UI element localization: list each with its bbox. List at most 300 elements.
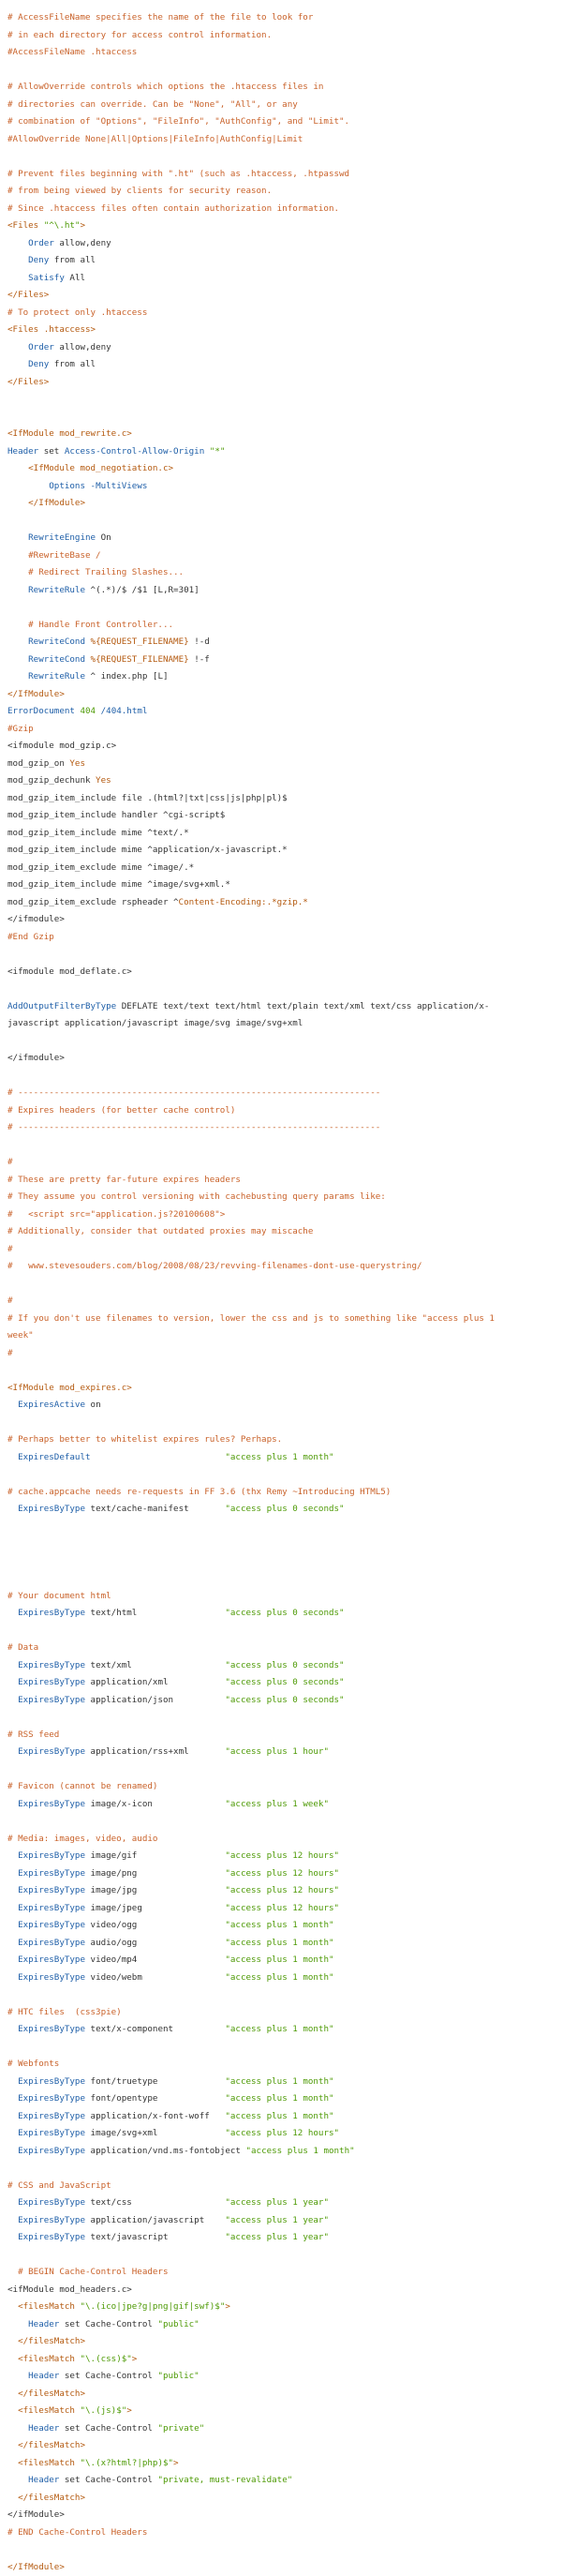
indent bbox=[7, 1695, 18, 1705]
comment-line bbox=[7, 1327, 562, 1345]
code-line bbox=[7, 651, 562, 669]
directive-token: RewriteRule bbox=[28, 671, 85, 681]
text-token: </ifmodule> bbox=[7, 1053, 65, 1063]
indent bbox=[7, 532, 28, 543]
code-line bbox=[7, 2282, 562, 2299]
tag-token: > bbox=[173, 2458, 179, 2468]
comment-text: # END Cache-Control Headers bbox=[7, 2527, 147, 2538]
indent bbox=[7, 1677, 18, 1687]
comment-text: # directories can override. Can be "None", "All", or any bbox=[7, 99, 298, 110]
indent bbox=[7, 567, 28, 577]
code-line bbox=[7, 2368, 562, 2386]
string-token: "*" bbox=[210, 446, 226, 457]
indent bbox=[7, 2389, 18, 2399]
comment-text: # Expires headers (for better cache control) bbox=[7, 1105, 235, 1116]
comment-text: #End Gzip bbox=[7, 932, 54, 942]
blank-line bbox=[7, 1068, 562, 1086]
blank-line bbox=[7, 2247, 562, 2265]
indent bbox=[7, 637, 28, 647]
string-token: "access plus 12 hours" bbox=[225, 1868, 339, 1879]
directive-token: ExpiresByType bbox=[18, 1920, 85, 1930]
text-token: On bbox=[96, 532, 111, 543]
text-token: !-f bbox=[189, 654, 210, 665]
directive-token: ExpiresByType bbox=[18, 2215, 85, 2225]
text-token: set bbox=[38, 446, 65, 457]
comment-line bbox=[7, 113, 562, 131]
indent bbox=[7, 2354, 18, 2364]
indent bbox=[7, 463, 28, 473]
text-token: application/vnd.ms-fontobject bbox=[85, 2146, 245, 2156]
comment-text: # HTC files (css3pie) bbox=[7, 2007, 122, 2017]
tag-token: </filesMatch> bbox=[18, 2389, 85, 2399]
string-token: 404 bbox=[80, 706, 96, 716]
comment-line bbox=[7, 1258, 562, 1276]
indent bbox=[7, 585, 28, 595]
blank-line bbox=[7, 148, 562, 166]
string-token: "access plus 1 month" bbox=[225, 2093, 333, 2104]
tag-token: </Files> bbox=[7, 290, 49, 300]
tag-token: <filesMatch bbox=[18, 2405, 80, 2416]
directive-token: -MultiViews bbox=[91, 481, 148, 491]
comment-text: # CSS and JavaScript bbox=[7, 2180, 111, 2191]
comment-line bbox=[7, 44, 562, 62]
text-token: mod_gzip_item_include file .(html?|txt|css|js|php|pl)$ bbox=[7, 793, 288, 803]
directive-token: ExpiresByType bbox=[18, 2128, 85, 2138]
text-token: image/svg+xml bbox=[85, 2128, 225, 2138]
indent bbox=[7, 1504, 18, 1514]
blank-line bbox=[7, 391, 562, 409]
directive-token: AddOutputFilterByType bbox=[7, 1001, 116, 1011]
indent bbox=[7, 2301, 18, 2312]
text-token: text/cache-manifest bbox=[85, 1504, 225, 1514]
directive-token: ExpiresActive bbox=[18, 1400, 85, 1410]
indent bbox=[7, 2076, 18, 2087]
text-token: video/webm bbox=[85, 1972, 225, 1983]
code-line bbox=[7, 270, 562, 288]
directive-token: RewriteEngine bbox=[28, 532, 96, 543]
directive-token: Header bbox=[28, 2423, 59, 2434]
code-line bbox=[7, 443, 562, 461]
indent bbox=[7, 2458, 18, 2468]
blank-line bbox=[7, 1623, 562, 1640]
string-token: "access plus 1 year" bbox=[225, 2232, 329, 2242]
comment-token: # BEGIN Cache-Control Headers bbox=[18, 2267, 168, 2277]
tag-token: </IfModule> bbox=[7, 2562, 65, 2572]
text-token: audio/ogg bbox=[85, 1938, 225, 1948]
code-line bbox=[7, 703, 562, 721]
code-line bbox=[7, 894, 562, 912]
tag-token: <filesMatch bbox=[18, 2458, 80, 2468]
code-line bbox=[7, 1796, 562, 1814]
text-token bbox=[91, 1452, 226, 1462]
blank-line bbox=[7, 1276, 562, 1294]
directive-token: RewriteCond bbox=[28, 654, 85, 665]
comment-line bbox=[7, 131, 562, 149]
code-line bbox=[7, 1692, 562, 1710]
code-line bbox=[7, 1744, 562, 1761]
code-line bbox=[7, 1657, 562, 1675]
tag-token: </IfModule> bbox=[7, 689, 65, 699]
text-token: text/javascript bbox=[85, 2232, 225, 2242]
directive-token: ExpiresByType bbox=[18, 1695, 85, 1705]
tag-token: <filesMatch bbox=[18, 2354, 80, 2364]
directive-token: Deny bbox=[28, 359, 49, 369]
code-line bbox=[7, 1882, 562, 1900]
directive-token: ExpiresByType bbox=[18, 1799, 85, 1809]
text-token: mod_gzip_dechunk bbox=[7, 775, 96, 786]
text-token: All bbox=[65, 273, 85, 283]
tag-token: > bbox=[126, 2405, 132, 2416]
directive-token: ExpiresByType bbox=[18, 1885, 85, 1895]
code-line bbox=[7, 1501, 562, 1519]
text-token: text/css bbox=[85, 2197, 225, 2208]
blank-line bbox=[7, 2039, 562, 2057]
indent bbox=[7, 1608, 18, 1618]
text-token: mod_gzip_item_exclude mime ^image/.* bbox=[7, 862, 194, 873]
code-line bbox=[7, 2143, 562, 2161]
indent bbox=[7, 481, 49, 491]
blank-line bbox=[7, 62, 562, 80]
comment-line bbox=[7, 97, 562, 114]
indent bbox=[7, 359, 28, 369]
comment-line bbox=[7, 1102, 562, 1120]
code-line bbox=[7, 1015, 562, 1033]
string-token: "access plus 1 year" bbox=[225, 2215, 329, 2225]
indent bbox=[7, 2493, 18, 2503]
comment-line bbox=[7, 721, 562, 739]
code-line bbox=[7, 911, 562, 929]
comment-line bbox=[7, 1119, 562, 1137]
text-token: mod_gzip_item_exclude rspheader ^ bbox=[7, 897, 179, 907]
blank-line bbox=[7, 1362, 562, 1380]
blank-line bbox=[7, 946, 562, 964]
indent bbox=[7, 1868, 18, 1879]
comment-text: # RSS feed bbox=[7, 1730, 59, 1740]
comment-line bbox=[7, 1778, 562, 1796]
code-line bbox=[7, 478, 562, 496]
comment-line bbox=[7, 1241, 562, 1259]
code-line bbox=[7, 1449, 562, 1467]
directive-token: ExpiresByType bbox=[18, 1504, 85, 1514]
text-token: image/jpeg bbox=[85, 1903, 225, 1913]
blank-line bbox=[7, 1761, 562, 1779]
comment-line bbox=[7, 201, 562, 218]
text-token: from all bbox=[49, 255, 96, 265]
code-line bbox=[7, 860, 562, 877]
comment-text: # www.stevesouders.com/blog/2008/08/23/revving-filenames-dont-use-querystring/ bbox=[7, 1261, 422, 1271]
comment-text: # Data bbox=[7, 1642, 38, 1653]
text-token: image/jpg bbox=[85, 1885, 225, 1895]
text-token: image/png bbox=[85, 1868, 225, 1879]
comment-line bbox=[7, 2004, 562, 2022]
text-token: video/mp4 bbox=[85, 1954, 225, 1965]
comment-token: #RewriteBase / bbox=[28, 550, 100, 561]
indent bbox=[7, 1746, 18, 1757]
code-line bbox=[7, 998, 562, 1016]
code-line bbox=[7, 1935, 562, 1953]
directive-token: ExpiresByType bbox=[18, 2197, 85, 2208]
text-token: application/rss+xml bbox=[85, 1746, 225, 1757]
directive-token: ExpiresDefault bbox=[18, 1452, 90, 1462]
text-token: mod_gzip_on bbox=[7, 758, 69, 769]
directive-token: Options bbox=[49, 481, 85, 491]
text-token: DEFLATE text/text text/html text/plain text/xml text/css application/x- bbox=[116, 1001, 489, 1011]
directive-token: /404.html bbox=[101, 706, 148, 716]
text-token: ^(.*)/$ /$1 [L,R=301] bbox=[85, 585, 200, 595]
text-token: <ifmodule mod_gzip.c> bbox=[7, 741, 116, 751]
text-token: set Cache-Control bbox=[59, 2475, 157, 2485]
string-token: "access plus 1 month" bbox=[225, 2024, 333, 2034]
tag-token: </IfModule> bbox=[28, 498, 85, 508]
code-line bbox=[7, 772, 562, 790]
code-line bbox=[7, 339, 562, 357]
string-token: "access plus 1 month" bbox=[225, 2111, 333, 2121]
directive-token: ExpiresByType bbox=[18, 1903, 85, 1913]
indent bbox=[7, 620, 28, 630]
comment-line bbox=[7, 2178, 562, 2195]
code-line bbox=[7, 825, 562, 843]
comment-line bbox=[7, 1085, 562, 1102]
string-token: "\.(css)$" bbox=[80, 2354, 131, 2364]
text-token: set Cache-Control bbox=[59, 2319, 157, 2329]
text-token: video/ogg bbox=[85, 1920, 225, 1930]
text-token: from all bbox=[49, 359, 96, 369]
text-token: mod_gzip_item_include mime ^image/svg+xml.* bbox=[7, 879, 230, 890]
indent bbox=[7, 2405, 18, 2416]
code-line bbox=[7, 790, 562, 808]
text-token: !-d bbox=[189, 637, 210, 647]
code-line bbox=[7, 2021, 562, 2039]
comment-line bbox=[7, 166, 562, 184]
indent bbox=[7, 1938, 18, 1948]
code-line bbox=[7, 582, 562, 600]
comment-line bbox=[7, 305, 562, 322]
code-line bbox=[7, 426, 562, 443]
directive-token: Header bbox=[7, 446, 38, 457]
text-token: application/json bbox=[85, 1695, 225, 1705]
comment-line bbox=[7, 1640, 562, 1657]
indent bbox=[7, 2267, 18, 2277]
string-token: "access plus 1 month" bbox=[225, 2076, 333, 2087]
directive-token: ExpiresByType bbox=[18, 2146, 85, 2156]
directive-token: ExpiresByType bbox=[18, 2111, 85, 2121]
indent bbox=[7, 2336, 18, 2346]
indent bbox=[7, 1972, 18, 1983]
text-token: <ifmodule mod_deflate.c> bbox=[7, 966, 132, 977]
comment-text: # Your document html bbox=[7, 1591, 111, 1601]
comment-line bbox=[7, 1189, 562, 1206]
indent bbox=[7, 2024, 18, 2034]
indent bbox=[7, 1452, 18, 1462]
string-token: "access plus 0 seconds" bbox=[225, 1695, 344, 1705]
string-token: "access plus 0 seconds" bbox=[225, 1504, 344, 1514]
directive-token: Satisfy bbox=[28, 273, 65, 283]
directive-token: ExpiresByType bbox=[18, 1660, 85, 1670]
comment-line bbox=[7, 1831, 562, 1849]
indent bbox=[7, 2475, 28, 2485]
directive-token: ExpiresByType bbox=[18, 1972, 85, 1983]
code-line bbox=[7, 756, 562, 773]
indent bbox=[7, 2146, 18, 2156]
string-token: "public" bbox=[157, 2319, 199, 2329]
comment-token: # Redirect Trailing Slashes... bbox=[28, 567, 184, 577]
blank-line bbox=[7, 2541, 562, 2559]
blank-line bbox=[7, 513, 562, 531]
code-line bbox=[7, 2090, 562, 2108]
comment-text: # bbox=[7, 1244, 13, 1254]
comment-line bbox=[7, 9, 562, 27]
comment-line bbox=[7, 1345, 562, 1363]
comment-text: # They assume you control versioning with cachebusting query params like: bbox=[7, 1191, 386, 1202]
tag-token: Yes bbox=[69, 758, 85, 769]
comment-text: # Prevent files beginning with ".ht" (such as .htaccess, .htpasswd bbox=[7, 169, 349, 179]
text-token: application/x-font-woff bbox=[85, 2111, 225, 2121]
comment-line bbox=[7, 1310, 562, 1328]
code-line bbox=[7, 1900, 562, 1918]
indent bbox=[7, 2371, 28, 2381]
directive-token: Order bbox=[28, 342, 54, 352]
code-line bbox=[7, 1674, 562, 1692]
blank-line bbox=[7, 1519, 562, 1536]
code-line bbox=[7, 2420, 562, 2438]
tag-token: <Files bbox=[7, 220, 44, 231]
blank-line bbox=[7, 981, 562, 998]
directive-token: ExpiresByType bbox=[18, 1938, 85, 1948]
comment-line bbox=[7, 1293, 562, 1310]
indent bbox=[7, 2128, 18, 2138]
directive-token: ExpiresByType bbox=[18, 1868, 85, 1879]
text-token: text/x-component bbox=[85, 2024, 225, 2034]
comment-text: # To protect only .htaccess bbox=[7, 307, 147, 318]
comment-line bbox=[7, 1223, 562, 1241]
code-line bbox=[7, 2212, 562, 2230]
string-token: "access plus 12 hours" bbox=[225, 1903, 339, 1913]
code-line bbox=[7, 1969, 562, 1987]
code-line bbox=[7, 2229, 562, 2247]
directive-token: RewriteCond bbox=[28, 637, 85, 647]
code-line bbox=[7, 668, 562, 686]
comment-text: # bbox=[7, 1157, 13, 1167]
indent bbox=[7, 550, 28, 561]
comment-text: # combination of "Options", "FileInfo", "AuthConfig", and "Limit". bbox=[7, 116, 349, 127]
tag-token: <IfModule mod_rewrite.c> bbox=[7, 428, 132, 439]
string-token: "access plus 1 year" bbox=[225, 2197, 329, 2208]
comment-text: # in each directory for access control information. bbox=[7, 30, 272, 40]
code-line bbox=[7, 1050, 562, 1068]
directive-token: ExpiresByType bbox=[18, 2076, 85, 2087]
indent bbox=[7, 2111, 18, 2121]
comment-line bbox=[7, 2524, 562, 2542]
blank-line bbox=[7, 1986, 562, 2004]
indent bbox=[7, 2215, 18, 2225]
comment-text: # Favicon (cannot be renamed) bbox=[7, 1781, 157, 1791]
directive-token: ExpiresByType bbox=[18, 2232, 85, 2242]
string-token: "access plus 0 seconds" bbox=[225, 1677, 344, 1687]
code-line bbox=[7, 547, 562, 565]
directive-token: ExpiresByType bbox=[18, 2093, 85, 2104]
string-token: "access plus 1 week" bbox=[225, 1799, 329, 1809]
code-line bbox=[7, 1848, 562, 1865]
indent bbox=[7, 498, 28, 508]
directive-token: ExpiresByType bbox=[18, 1677, 85, 1687]
comment-line bbox=[7, 1154, 562, 1172]
code-line bbox=[7, 1917, 562, 1935]
comment-text: # from being viewed by clients for security reason. bbox=[7, 186, 272, 196]
string-token: "access plus 1 hour" bbox=[225, 1746, 329, 1757]
string-token: "^\.ht" bbox=[44, 220, 81, 231]
code-line bbox=[7, 322, 562, 339]
comment-text: week" bbox=[7, 1330, 34, 1340]
code-line bbox=[7, 374, 562, 392]
blank-line bbox=[7, 1813, 562, 1831]
comment-text: # AccessFileName specifies the name of the file to look for bbox=[7, 12, 313, 22]
comment-text: # Perhaps better to whitelist expires rules? Perhaps. bbox=[7, 1434, 282, 1445]
text-token: image/x-icon bbox=[85, 1799, 225, 1809]
text-token: application/javascript bbox=[85, 2215, 225, 2225]
code-line bbox=[7, 2472, 562, 2490]
text-token: font/truetype bbox=[85, 2076, 225, 2087]
text-token: ^ index.php [L] bbox=[85, 671, 169, 681]
text-token: <ifModule mod_headers.c> bbox=[7, 2284, 132, 2295]
string-token: "access plus 1 month" bbox=[225, 1452, 333, 1462]
code-line bbox=[7, 252, 562, 270]
code-line bbox=[7, 2403, 562, 2420]
code-line bbox=[7, 460, 562, 478]
directive-token: ExpiresByType bbox=[18, 2024, 85, 2034]
tag-token: </filesMatch> bbox=[18, 2336, 85, 2346]
code-line bbox=[7, 2386, 562, 2404]
blank-line bbox=[7, 1415, 562, 1432]
indent bbox=[7, 1954, 18, 1965]
string-token: "private" bbox=[157, 2423, 204, 2434]
indent bbox=[7, 1799, 18, 1809]
text-token: allow,deny bbox=[54, 342, 111, 352]
code-line bbox=[7, 2507, 562, 2524]
code-line bbox=[7, 356, 562, 374]
code-line bbox=[7, 2194, 562, 2212]
code-line bbox=[7, 2264, 562, 2282]
indent bbox=[7, 255, 28, 265]
code-line bbox=[7, 2074, 562, 2091]
text-token: set Cache-Control bbox=[59, 2423, 157, 2434]
comment-line bbox=[7, 1206, 562, 1224]
code-line bbox=[7, 217, 562, 235]
code-line bbox=[7, 2333, 562, 2351]
code-line bbox=[7, 807, 562, 825]
text-token: </ifmodule> bbox=[7, 914, 65, 924]
comment-text: # Media: images, video, audio bbox=[7, 1834, 157, 1844]
string-token: "access plus 1 month" bbox=[225, 1938, 333, 1948]
comment-line bbox=[7, 1727, 562, 1745]
directive-token: ExpiresByType bbox=[18, 1954, 85, 1965]
indent bbox=[7, 1920, 18, 1930]
code-line bbox=[7, 2559, 562, 2576]
indent bbox=[7, 1850, 18, 1861]
text-token: text/xml bbox=[85, 1660, 225, 1670]
directive-token: Access-Control-Allow-Origin bbox=[65, 446, 204, 457]
string-token: "\.(js)$" bbox=[80, 2405, 126, 2416]
directive-token: ExpiresByType bbox=[18, 1850, 85, 1861]
comment-text: # bbox=[7, 1295, 13, 1306]
comment-text: # ---------------------------------------------------------------------- bbox=[7, 1122, 380, 1132]
directive-token: RewriteRule bbox=[28, 585, 85, 595]
indent bbox=[7, 342, 28, 352]
string-token: "access plus 12 hours" bbox=[225, 1850, 339, 1861]
comment-line bbox=[7, 929, 562, 947]
code-line bbox=[7, 2437, 562, 2455]
blank-line bbox=[7, 599, 562, 617]
string-token: "access plus 1 month" bbox=[225, 1972, 333, 1983]
